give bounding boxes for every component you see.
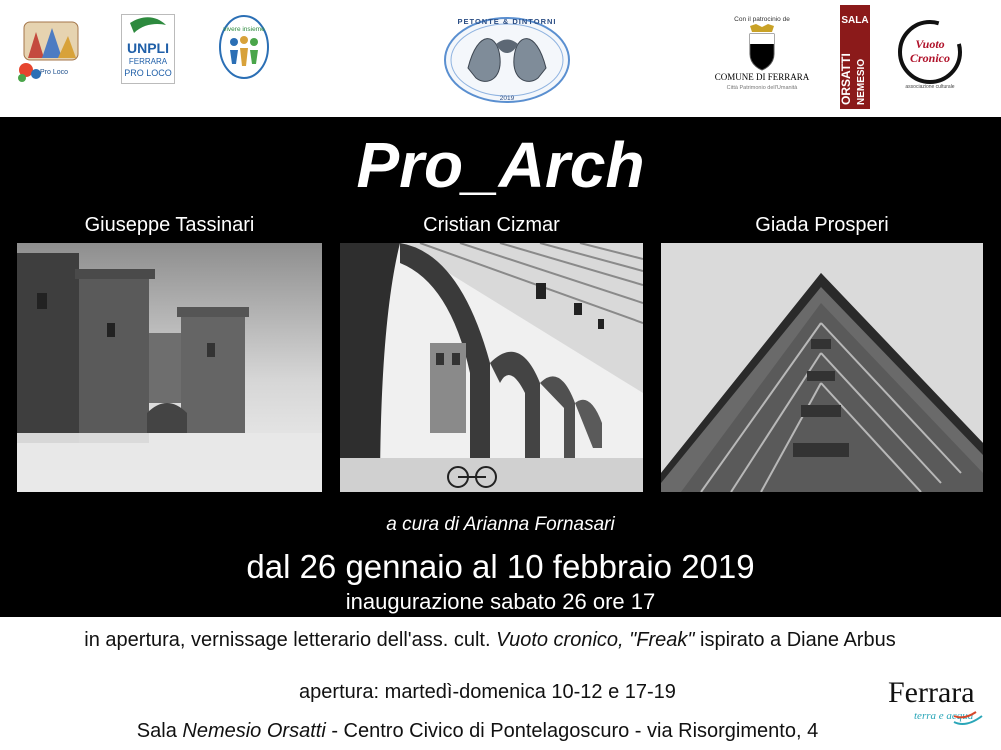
sala-orsatti-logo [840,5,870,109]
opening-hours: apertura: martedì-domenica 10-12 e 17-19 [299,681,676,703]
ferrara-terra-acqua-logo [884,672,988,730]
svg-text:FERRARA: FERRARA [128,57,168,66]
photo-castle [17,243,322,492]
artist-name-2: Cristian Cizmar [423,214,560,236]
svg-text:Ferrara: Ferrara [888,676,975,709]
sponsor-logo-bar [0,0,1001,117]
svg-text:Vuoto: Vuoto [915,37,945,51]
vernissage-note [0,628,980,652]
svg-text:terra e acqua: terra e acqua [914,710,974,722]
photo-arcade [340,243,643,492]
svg-text:Città Patrimonio dell'Umanità: Città Patrimonio dell'Umanità [726,85,798,91]
svg-text:Pro Loco: Pro Loco [40,69,69,76]
artist-name-1: Giuseppe Tassinari [84,214,255,236]
svg-text:ORSATTI: ORSATTI [840,53,853,105]
svg-text:2019: 2019 [499,95,515,102]
venue-prefix: Sala [136,720,183,742]
comune-ferrara-logo [712,12,812,92]
exhibition-title: Pro_Arch [356,129,645,201]
venue-location: - Centro Civico di Pontelagoscuro - via Risorgimento, 4 [325,720,819,742]
vernissage-association: Vuoto cronico, "Freak" [496,629,695,651]
svg-text:COMUNE DI FERRARA: COMUNE DI FERRARA [714,72,810,82]
venue-address [0,719,955,743]
svg-text:vivere insieme: vivere insieme [223,26,265,33]
exhibition-dates: dal 26 gennaio al 10 febbraio 2019 [246,548,755,585]
svg-text:PRO LOCO: PRO LOCO [124,68,172,78]
vuoto-cronico-logo [894,18,966,90]
vernissage-text: in apertura, vernissage letterario dell'ass. cult. [84,629,497,651]
vivere-insieme-logo [218,14,270,80]
petonte-dintorni-logo [438,8,576,108]
svg-text:SALA: SALA [841,15,869,26]
svg-text:NEMESIO: NEMESIO [856,58,867,105]
artist-name-3: Giada Prosperi [755,214,889,236]
svg-text:Cronico: Cronico [909,51,951,65]
svg-text:PETONTE & DINTORNI: PETONTE & DINTORNI [457,17,557,26]
svg-text:associazione culturale: associazione culturale [905,84,955,90]
unpli-logo [121,14,175,84]
venue-hall-name: Nemesio Orsatti [182,720,326,742]
svg-text:Con il patrocinio de: Con il patrocinio de [734,16,790,23]
proloco-logo [16,18,86,84]
inauguration-info: inaugurazione sabato 26 ore 17 [345,589,656,614]
curator-credit: a cura di Arianna Fornasari [386,514,615,535]
svg-text:UNPLI: UNPLI [127,40,169,56]
vernissage-inspiration: ispirato a Diane Arbus [694,629,896,651]
photo-facade [661,243,983,492]
